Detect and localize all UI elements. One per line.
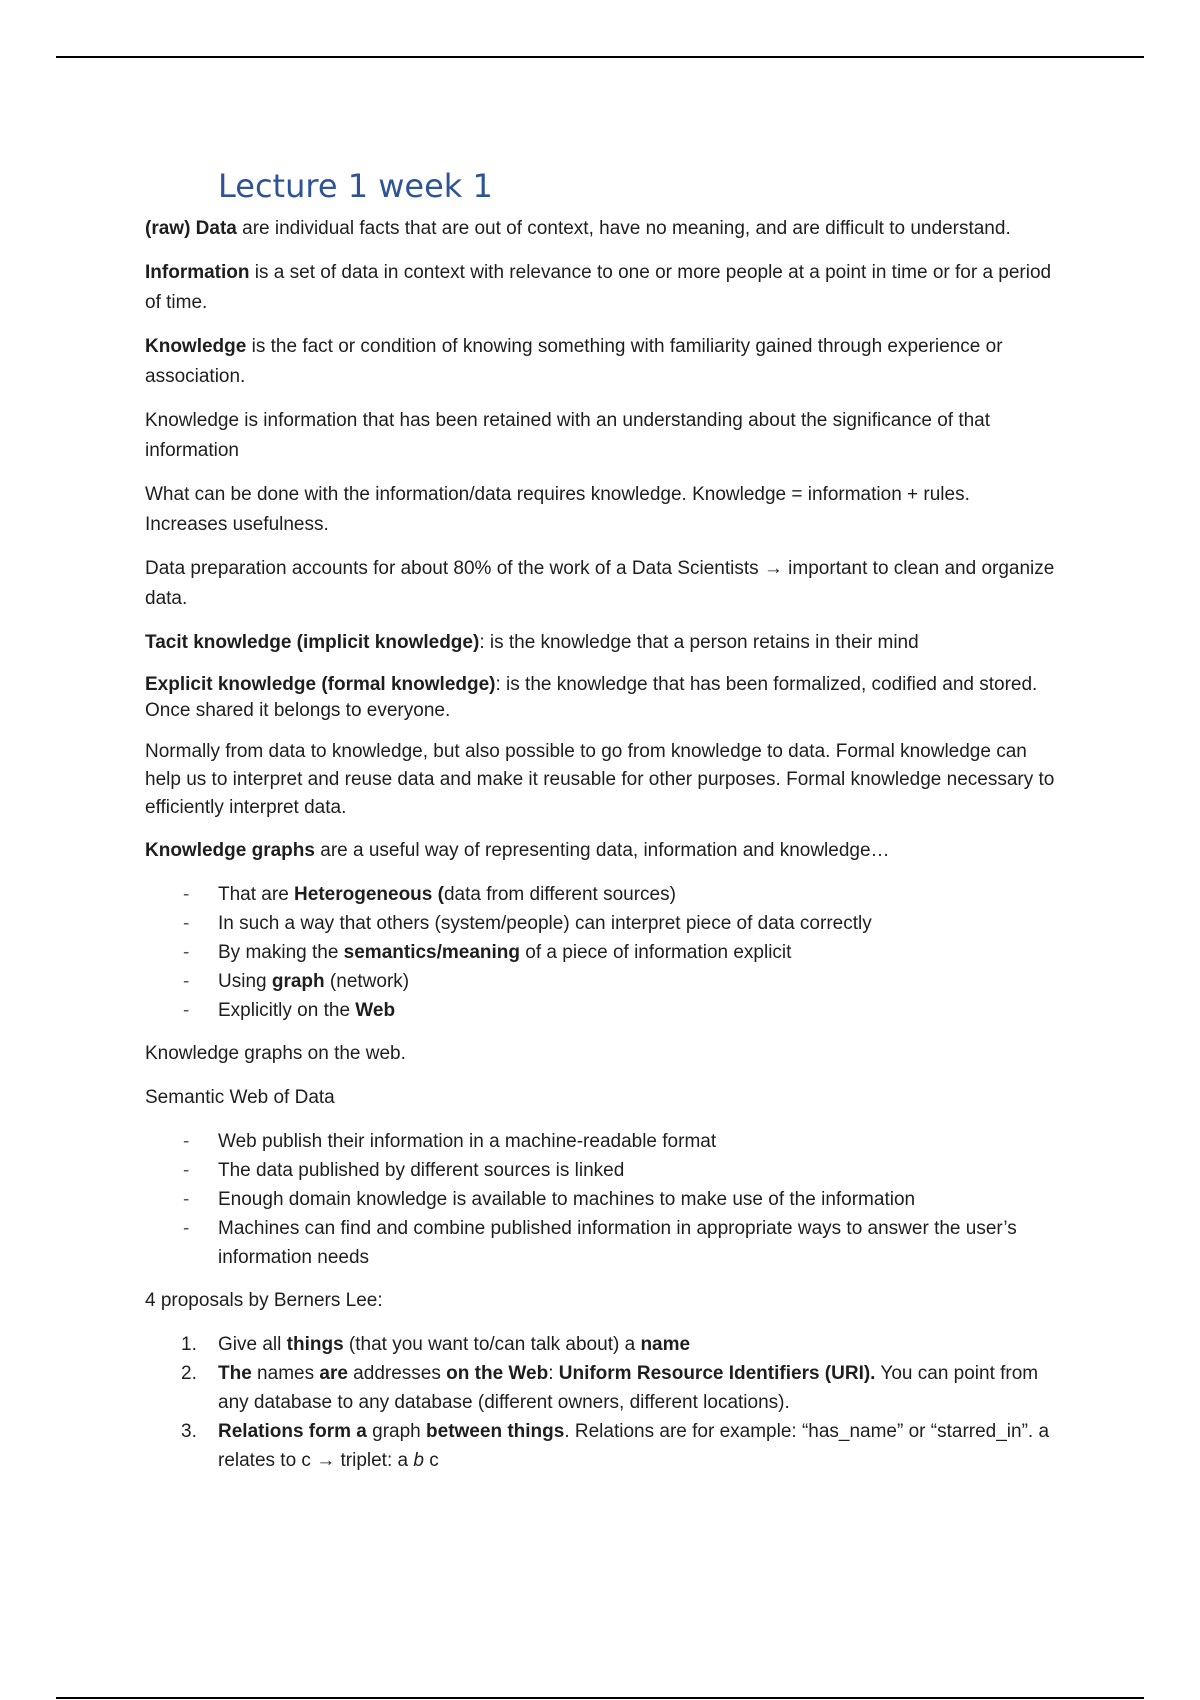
list-item: 1. Give all things (that you want to/can talk about) a name [145, 1330, 1057, 1359]
bullet-dash: - [183, 1000, 190, 1021]
bullet-dash: - [183, 1131, 190, 1152]
header-rule [56, 56, 1144, 58]
paragraph-data: (raw) Data are individual facts that are out of context, have no meaning, and are difficult to understand. [145, 218, 1011, 239]
bullet-dash: - [183, 1160, 190, 1181]
paragraph-data-to-knowledge: Normally from data to knowledge, but also possible to go from knowledge to data. Formal knowledge can help us to interpret and reuse data and make it reusable for other purposes. Formal knowledge necessary to efficiently interpret data. [145, 741, 1055, 818]
list-number: 2. [181, 1363, 197, 1384]
bullet-dash: - [183, 1189, 190, 1210]
proposals-list [145, 1330, 1057, 1475]
bullet-dash: - [183, 942, 190, 963]
paragraph-knowledge-graphs: Knowledge graphs are a useful way of representing data, information and knowledge… [145, 840, 890, 861]
paragraph-knowledge-rules: What can be done with the information/data requires knowledge. Knowledge = information + rules. Increases usefulness. [145, 484, 970, 535]
paragraph-knowledge-info: Knowledge is information that has been retained with an understanding about the significance of that information [145, 410, 991, 461]
paragraph-information: Information is a set of data in context with relevance to one or more people at a point in time or for a period of time. [145, 262, 1052, 313]
list-item: - That are Heterogeneous (data from different sources) [145, 880, 1057, 909]
list-item: 2. The names are addresses on the Web: Uniform Resource Identifiers (URI). You can point from any database to any database (different owners, different locations). [145, 1359, 1057, 1417]
page-title: Lecture 1 week 1 [218, 167, 493, 205]
list-item: - Explicitly on the Web [145, 996, 1057, 1025]
document-body [145, 166, 1057, 1489]
list-item: - Machines can find and combine published information in appropriate ways to answer the user’s information needs [145, 1214, 1057, 1272]
footer-rule [56, 1697, 1144, 1699]
paragraph-kg-on-web: Knowledge graphs on the web. [145, 1043, 406, 1064]
paragraph-semantic-web: Semantic Web of Data [145, 1087, 335, 1108]
bullet-dash: - [183, 971, 190, 992]
paragraph-tacit-knowledge: Tacit knowledge (implicit knowledge): is the knowledge that a person retains in their mind [145, 632, 919, 653]
paragraph-knowledge: Knowledge is the fact or condition of knowing something with familiarity gained through experience or association. [145, 336, 1003, 387]
paragraph-data-preparation: Data preparation accounts for about 80% of the work of a Data Scientists → important to clean and organize data. [145, 558, 1055, 609]
list-item: - In such a way that others (system/people) can interpret piece of data correctly [145, 909, 1057, 938]
paragraph-proposals-intro: 4 proposals by Berners Lee: [145, 1290, 383, 1311]
semantic-web-list [145, 1127, 1057, 1272]
paragraph-explicit-knowledge: Explicit knowledge (formal knowledge): is the knowledge that has been formalized, codified and stored. Once shared it belongs to everyone. [145, 674, 1038, 721]
list-number: 1. [181, 1334, 197, 1355]
list-number: 3. [181, 1421, 197, 1442]
list-item: - Enough domain knowledge is available to machines to make use of the information [145, 1185, 1057, 1214]
knowledge-graph-list [145, 880, 1057, 1025]
bullet-dash: - [183, 1218, 190, 1239]
list-item: - Web publish their information in a machine-readable format [145, 1127, 1057, 1156]
list-item: 3. Relations form a graph between things. Relations are for example: “has_name” or “starred_in”. a relates to c → triplet: a b c [145, 1417, 1057, 1475]
bullet-dash: - [183, 884, 190, 905]
list-item: - The data published by different sources is linked [145, 1156, 1057, 1185]
list-item: - By making the semantics/meaning of a piece of information explicit [145, 938, 1057, 967]
bullet-dash: - [183, 913, 190, 934]
list-item: - Using graph (network) [145, 967, 1057, 996]
